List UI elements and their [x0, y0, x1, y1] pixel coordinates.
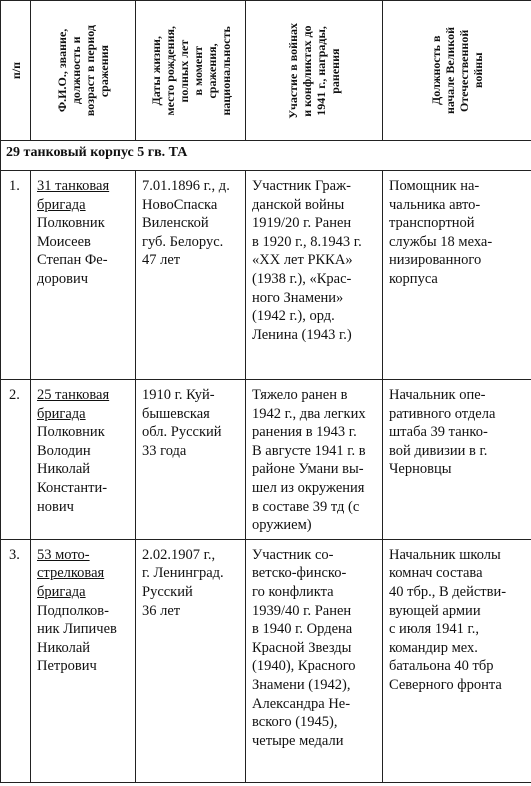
wars-cell: Тяжело ранен в 1942 г., два легких ранения в 1943 г. В августе 1941 г. в районе Умани вы- шел из окружения в составе 39 тд (с оружием): [246, 380, 383, 540]
officer-cell: [31, 171, 136, 380]
table-row: [1, 380, 531, 540]
officer-name: Подполков- ник Липичев Николай Петрович: [37, 602, 117, 675]
header-num: п/п: [1, 1, 31, 141]
wars-cell: Участник Граж- данской войны 1919/20 г. Ранен в 1920 г., 8.1943 г. «XX лет РККА» (1938 г.), «Крас- ного Знамени» (1942 г.), орд. Ленина (1943 г.): [246, 171, 383, 380]
life-cell: 7.01.1896 г., д. НовоСпаска Виленской губ. Белорус. 47 лет: [136, 171, 246, 380]
table-row: [1, 171, 531, 380]
row-number: 3.: [1, 539, 31, 782]
row-number: 2.: [1, 380, 31, 540]
life-cell: 2.02.1907 г., г. Ленинград. Русский 36 лет: [136, 539, 246, 782]
header-row: [1, 1, 531, 141]
officer-cell: [31, 539, 136, 782]
header-life: Даты жизни, место рождения, полных лет в момент сражения, национальность: [136, 1, 246, 141]
row-number: 1.: [1, 171, 31, 380]
table-row: [1, 539, 531, 782]
section-row: [1, 141, 531, 171]
header-name: Ф.И.О., звание, должность и возраст в период сражения: [31, 1, 136, 141]
position-cell: Начальник опе- ративного отдела штаба 39 танко- вой дивизии в г. Черновцы: [383, 380, 531, 540]
unit-name: 31 танковая бригада: [37, 178, 110, 213]
section-title: 29 танковый корпус 5 гв. ТА: [1, 141, 531, 171]
life-cell: 1910 г. Куй- бышевская обл. Русский 33 года: [136, 380, 246, 540]
position-cell: Помощник на- чальника авто- транспортной службы 18 меха- низированного корпуса: [383, 171, 531, 380]
wars-cell: Участник со- ветско-финско- го конфликта 1939/40 г. Ранен в 1940 г. Ордена Красной Звезды (1940), Красного Знамени (1942), Александра Не- вского (1945), четыре медали: [246, 539, 383, 782]
header-position: Должность в начале Великой Отечественной войны: [383, 1, 531, 141]
unit-name: 53 мото- стрелковая бригада: [37, 546, 105, 600]
officer-name: Полковник Володин Николай Константи- нович: [37, 424, 108, 515]
position-cell: Начальник школы комнач состава 40 тбр., В действи- вующей армии с июля 1941 г., командир мех. батальона 40 тбр Северного фронта: [383, 539, 531, 782]
header-wars: Участие в войнах и конфликтах до 1941 г., награды, ранения: [246, 1, 383, 141]
officer-name: Полковник Моисеев Степан Фе- дорович: [37, 215, 108, 287]
unit-name: 25 танковая бригада: [37, 387, 110, 422]
officer-cell: [31, 380, 136, 540]
